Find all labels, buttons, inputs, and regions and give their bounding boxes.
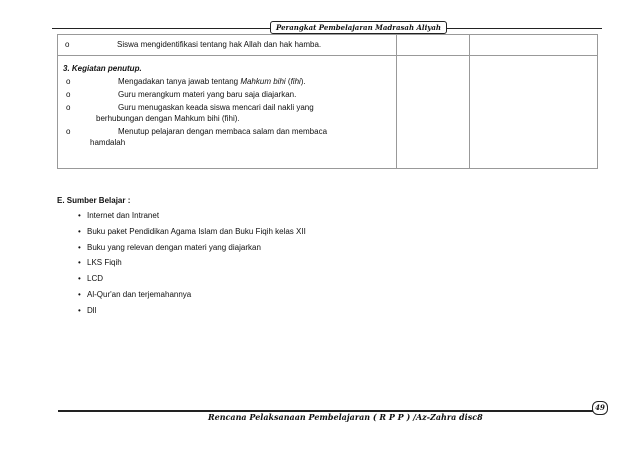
- circle-bullet-icon: o: [65, 40, 70, 49]
- resource-list: [78, 210, 306, 321]
- list-item: [58, 101, 396, 125]
- item-text: Mengadakan tanya jawab tentang: [118, 77, 241, 86]
- time-cell: [396, 56, 469, 169]
- item-text: Guru merangkum materi yang baru saja diajarkan.: [118, 90, 297, 99]
- note-cell: [470, 35, 598, 56]
- circle-bullet-icon: o: [66, 77, 71, 86]
- activity-cell: [58, 56, 397, 169]
- list-item: [58, 75, 396, 88]
- note-cell: [470, 56, 598, 169]
- footer-text: Rencana Pelaksanaan Pembelajaran ( R P P ) /Az-Zahra disc8: [208, 412, 483, 422]
- section-heading: 3. Kegiatan penutup.: [63, 64, 142, 73]
- list-item: • LCD: [78, 273, 306, 289]
- lesson-activity-table: [57, 34, 598, 169]
- item-emphasis: fihi: [290, 77, 301, 86]
- section-title: E. Sumber Belajar :: [57, 196, 131, 205]
- activity-cell: [58, 35, 397, 56]
- item-emphasis: Mahkum bihi: [240, 77, 286, 86]
- item-text: Menutup pelajaran dengan membaca salam dan membaca: [118, 127, 328, 136]
- table-row: [58, 35, 598, 56]
- circle-bullet-icon: o: [66, 103, 71, 112]
- activity-text: Siswa mengidentifikasi tentang hak Allah dan hak hamba.: [117, 40, 322, 49]
- item-continuation: hamdalah: [90, 138, 126, 147]
- list-item: • Buku yang relevan dengan materi yang diajarkan: [78, 242, 306, 258]
- circle-bullet-icon: o: [66, 90, 71, 99]
- list-item: • Internet dan Intranet: [78, 210, 306, 226]
- list-item: • Buku paket Pendidikan Agama Islam dan Buku Fiqih kelas XII: [78, 226, 306, 242]
- list-item: • Dll: [78, 305, 306, 321]
- header-title: Perangkat Pembelajaran Madrasah Aliyah: [270, 21, 447, 34]
- item-text: ).: [300, 77, 306, 86]
- time-cell: [396, 35, 469, 56]
- list-item: [58, 125, 396, 149]
- circle-bullet-icon: o: [66, 127, 71, 136]
- list-item: • Al-Qur'an dan terjemahannya: [78, 289, 306, 305]
- table-row: [58, 56, 598, 169]
- item-continuation: berhubungan dengan Mahkum bihi (fihi).: [96, 114, 240, 123]
- list-item: • LKS Fiqih: [78, 257, 306, 273]
- list-item: [58, 88, 396, 101]
- page-number: 49: [592, 401, 608, 415]
- item-text: Guru menugaskan keada siswa mencari dail nakli yang: [118, 103, 314, 112]
- item-text: (: [285, 77, 291, 86]
